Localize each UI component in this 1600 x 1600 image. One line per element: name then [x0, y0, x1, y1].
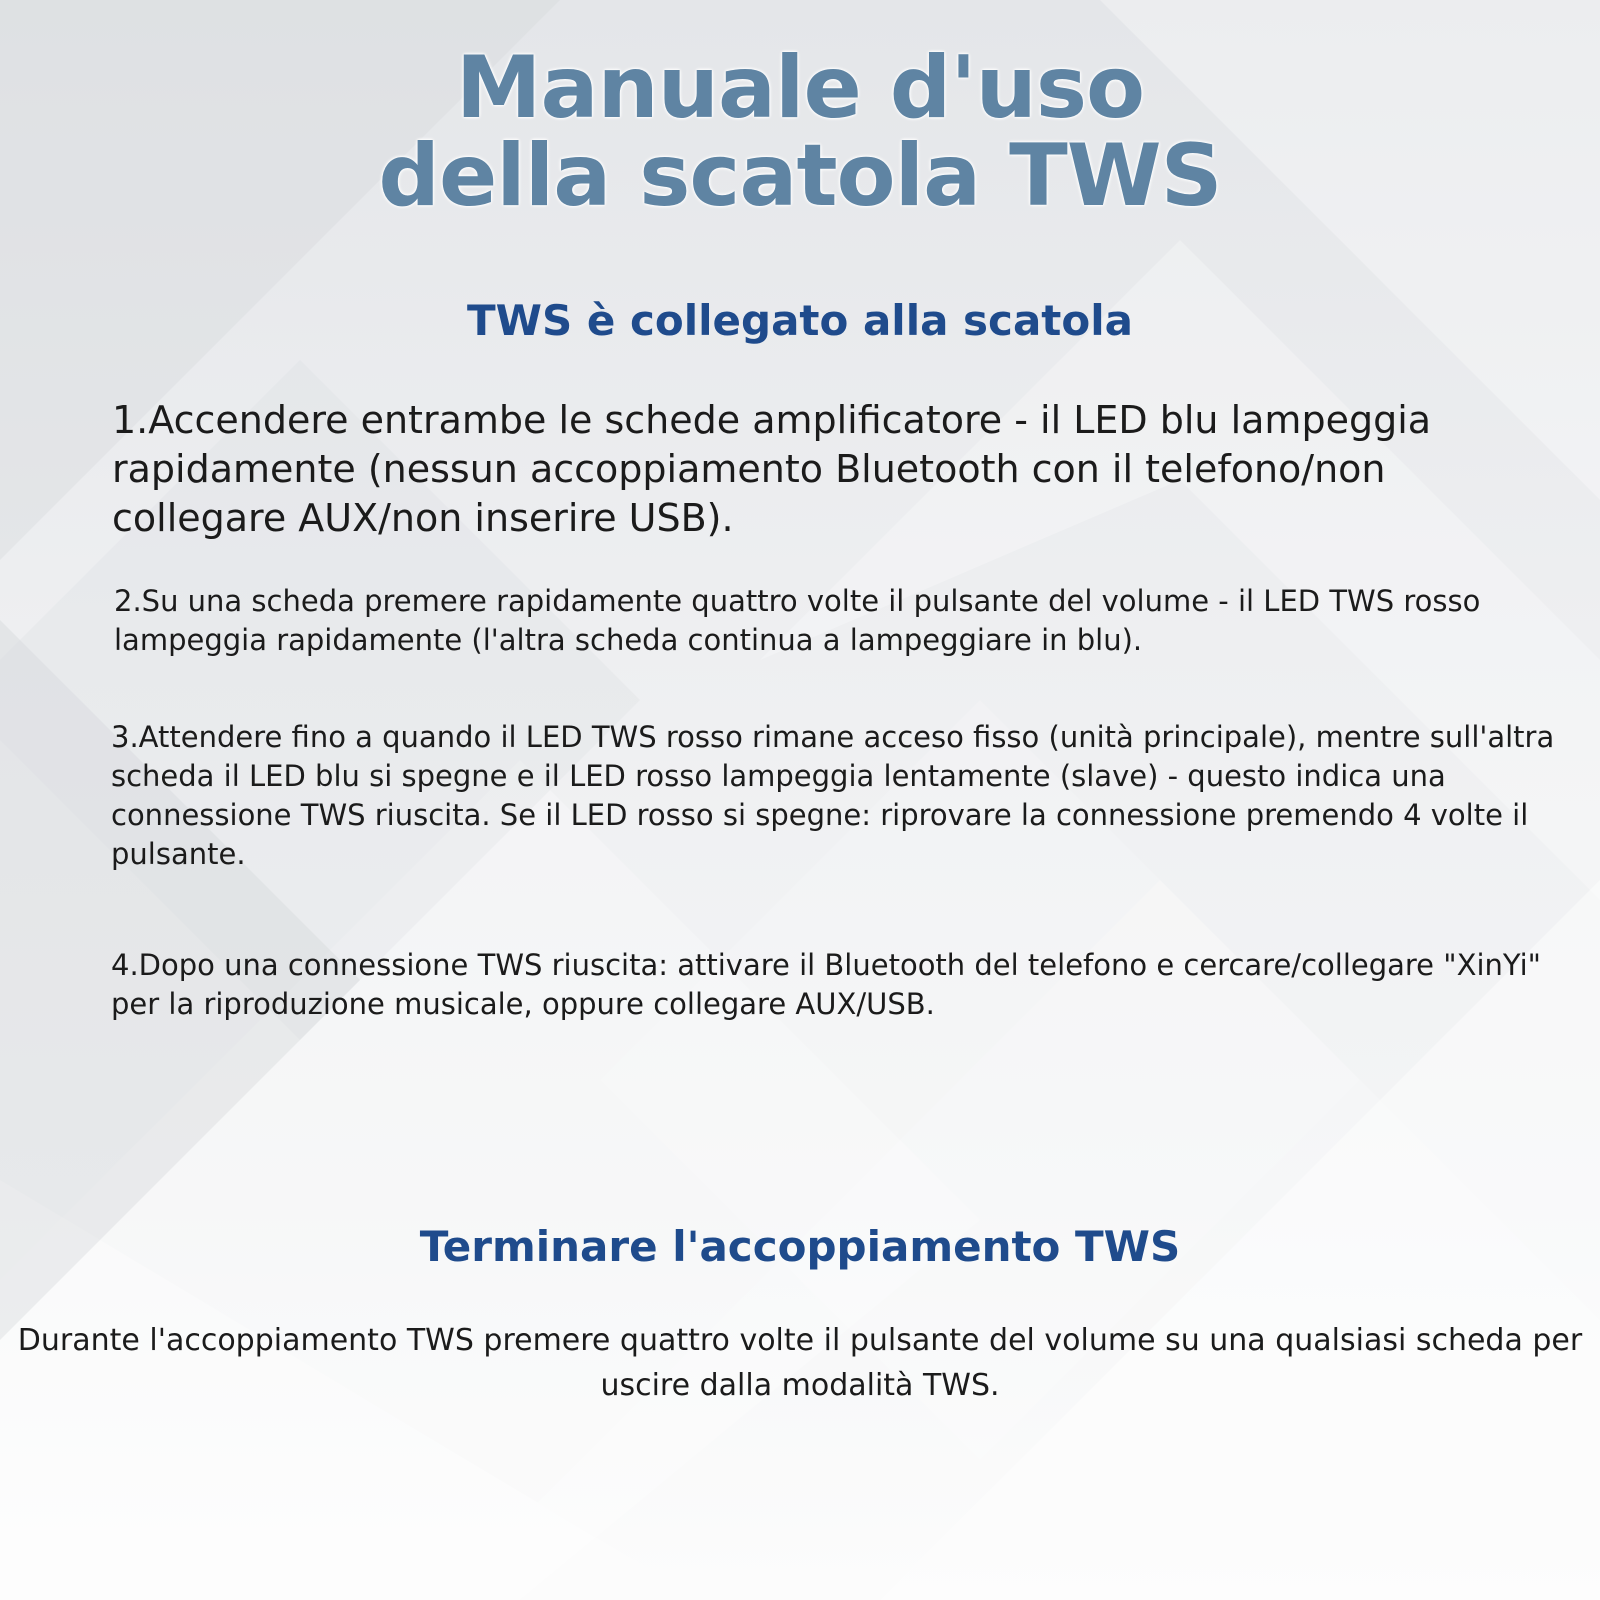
step-2-text: 2.Su una scheda premere rapidamente quattro volte il pulsante del volume - il LED TWS rosso lampeggia rapidamente (l'altra scheda continua a lampeggiare in blu).: [114, 584, 1481, 657]
section-heading-end-pairing: Terminare l'accoppiamento TWS: [419, 1222, 1181, 1271]
step-3-text: 3.Attendere fino a quando il LED TWS rosso rimane acceso fisso (unità principale), mentre sull'altra scheda il LED blu si spegne e il LED rosso lampeggia lentamente (slave) - questo indica una connessione TWS riuscita. Se il LED rosso si spegne: riprovare la connessione premendo 4 volte il pulsante.: [111, 720, 1555, 871]
step-1-text: 1.Accendere entrambe le schede amplificatore - il LED blu lampeggia rapidamente (nessun accoppiamento Bluetooth con il telefono/non collegare AUX/non inserire USB).: [112, 398, 1432, 540]
step-4-text: 4.Dopo una connessione TWS riuscita: attivare il Bluetooth del telefono e cercare/collegare "XinYi" per la riproduzione musicale, oppure collegare AUX/USB.: [111, 948, 1541, 1021]
section-heading-connect: TWS è collegato alla scatola: [467, 296, 1133, 345]
end-pairing-instructions: Durante l'accoppiamento TWS premere quattro volte il pulsante del volume su una qualsiasi scheda per uscire dalla modalità TWS.: [17, 1323, 1583, 1403]
page-title-line-1: Manuale d'uso: [455, 38, 1145, 138]
page-title-line-2: della scatola TWS: [378, 126, 1222, 226]
